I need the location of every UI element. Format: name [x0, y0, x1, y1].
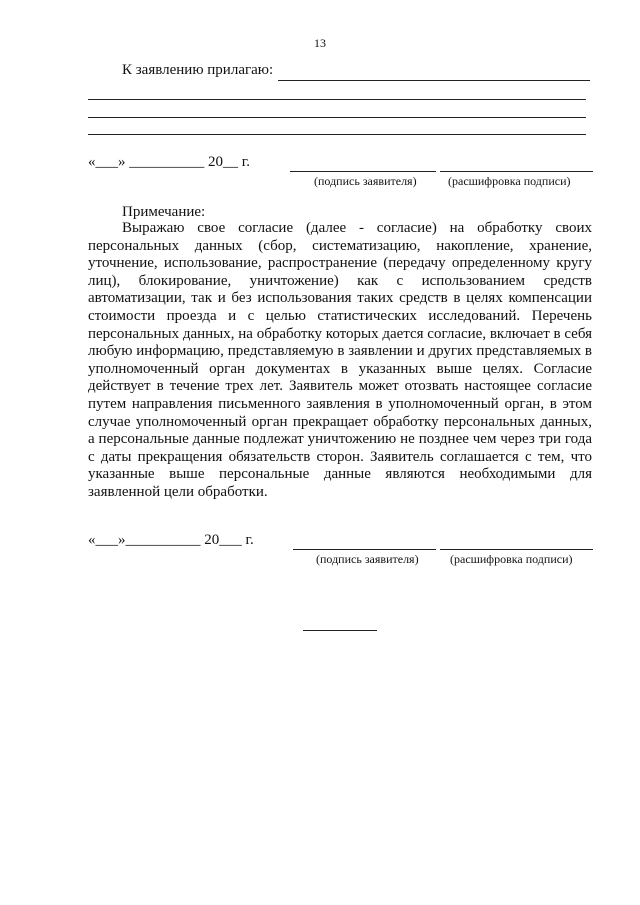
- decoding-caption: (расшифровка подписи): [448, 174, 571, 188]
- attachment-blank-line: [88, 117, 586, 118]
- signature-line: [290, 171, 436, 172]
- attachment-blank-line: [88, 99, 586, 100]
- date-field: «___» __________ 20__ г.: [88, 154, 250, 170]
- signature-block-top: [88, 154, 593, 194]
- attachment-blank-line: [88, 134, 586, 135]
- end-rule: [303, 630, 377, 631]
- signature-block-bottom: [88, 532, 593, 572]
- attachment-fill-line: [278, 80, 590, 81]
- attachment-row: [122, 62, 590, 84]
- attachment-label: К заявлению прилагаю:: [122, 62, 274, 78]
- note-title: Примечание:: [122, 204, 206, 220]
- decoding-line: [440, 171, 593, 172]
- decoding-caption: (расшифровка подписи): [450, 552, 573, 566]
- page-number: 13: [314, 36, 326, 50]
- signature-caption: (подпись заявителя): [316, 552, 419, 566]
- signature-line: [293, 549, 436, 550]
- consent-paragraph: Выражаю свое согласие (далее - согласие) на обработку своих персональных данных (сбор, систематизацию, накопление, хранение, уточнение, использование, распространение (передачу определенному кругу лиц), блокирование, уничтожение) как с использованием средств автоматизации, так и без использования таких средств в целях компенсации стоимости проезда и с целью статистических исследований. Перечень персональных данных, на обработку которых дается согласие, включает в себя любую информацию, представляемую в заявлении и других представляемых в уполномоченный орган документах в указанных выше целях. Согласие действует в течение трех лет. Заявитель может отозвать настоящее согласие путем направления письменного заявления в уполномоченный орган, в этом случае уполномоченный орган прекращает обработку персональных данных, а персональные данные подлежат уничтожению не позднее чем через три года с даты прекращения обязательств сторон. Заявитель соглашается с тем, что указанные выше персональные данные являются необходимыми для заявленной цели обработки.: [88, 220, 592, 500]
- signature-caption: (подпись заявителя): [314, 174, 417, 188]
- date-field: «___»__________ 20___ г.: [88, 532, 254, 548]
- decoding-line: [440, 549, 593, 550]
